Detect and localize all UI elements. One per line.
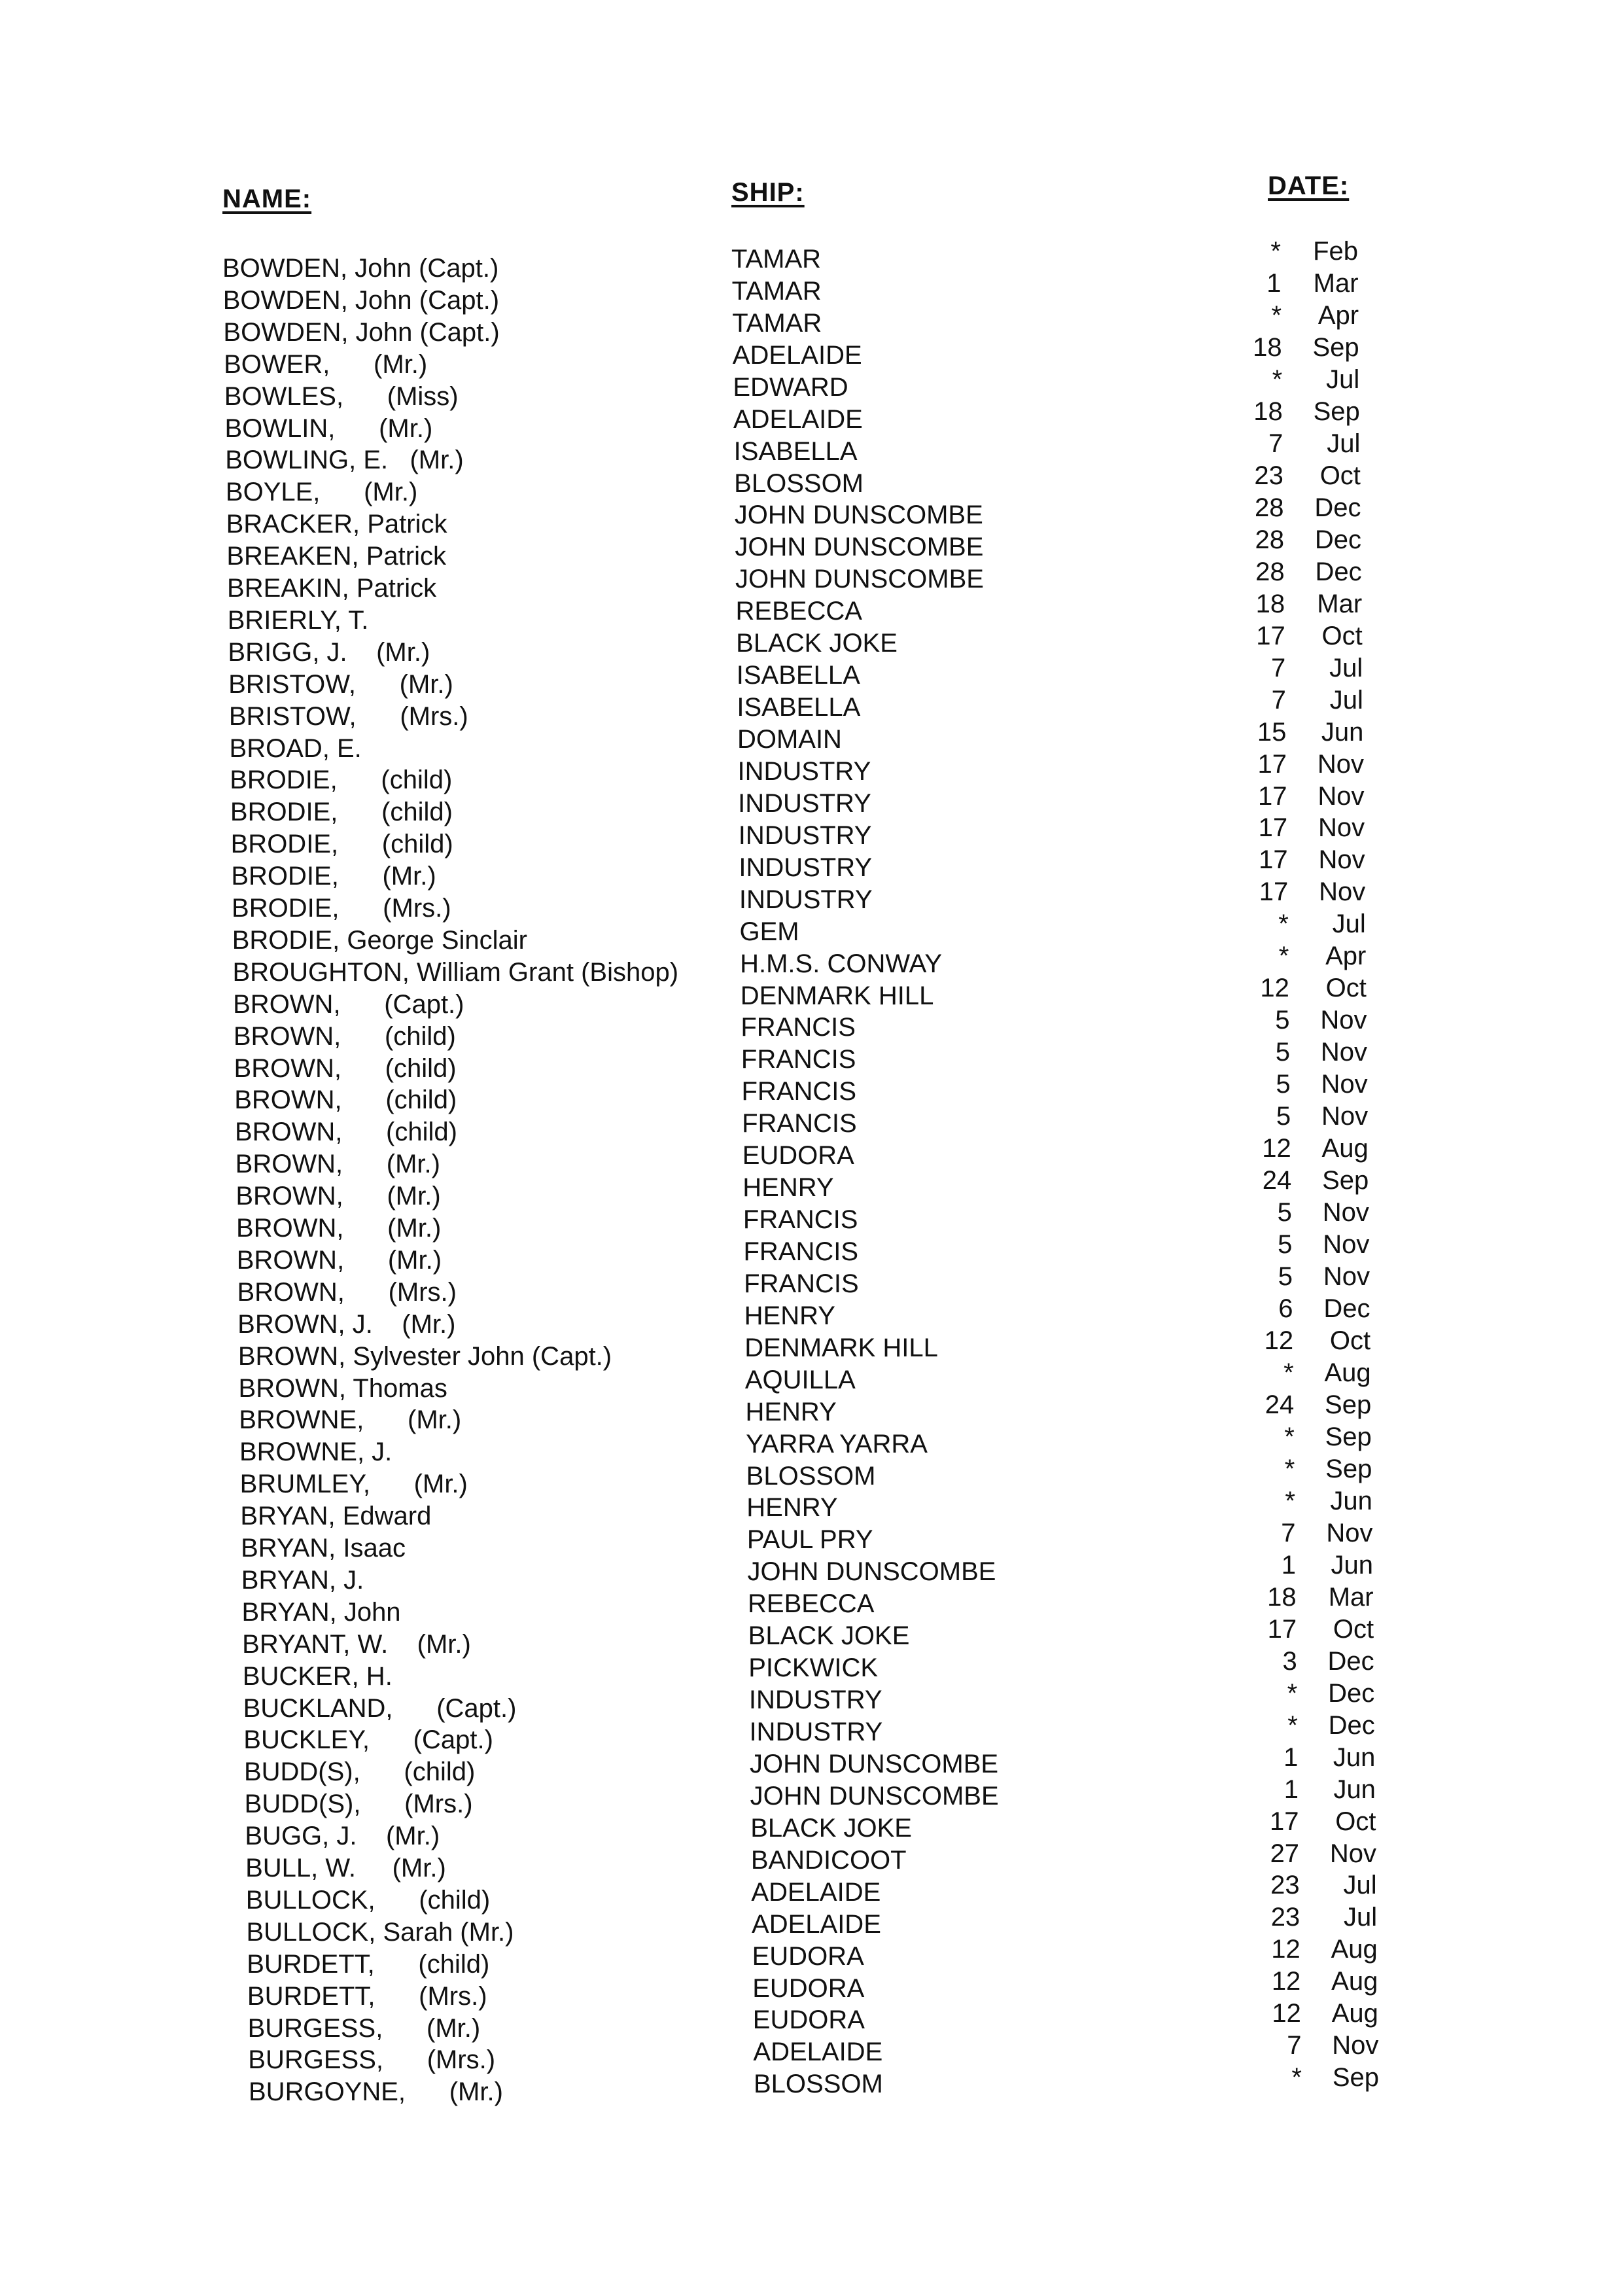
arrival-month: Oct — [1319, 461, 1361, 490]
ship-name: HENRY — [744, 1301, 835, 1330]
arrival-month: Dec — [1314, 493, 1361, 522]
arrival-day: 5 — [1276, 1102, 1291, 1131]
ship-name: ADELAIDE — [753, 2038, 883, 2067]
arrival-day: 3 — [1282, 1646, 1297, 1676]
arrival-month: Nov — [1326, 1518, 1373, 1547]
arrival-month: Apr — [1325, 942, 1367, 971]
arrival-day: * — [1284, 1422, 1295, 1451]
arrival-month: Nov — [1323, 1230, 1370, 1260]
passenger-name: BROWNE, J. — [239, 1438, 393, 1467]
passenger-name: BOWLING, E. (Mr.) — [225, 446, 464, 475]
ship-name: BLACK JOKE — [736, 629, 898, 658]
ship-name: FRANCIS — [742, 1205, 858, 1235]
passenger-name: BROWN, (child) — [234, 1118, 457, 1147]
arrival-day: 17 — [1259, 877, 1289, 907]
ship-name: EUDORA — [752, 1941, 864, 1971]
passenger-name: BULL, W. (Mr.) — [245, 1854, 446, 1882]
passenger-name: BUCKLEY, (Capt.) — [243, 1725, 493, 1755]
arrival-month: Sep — [1325, 1454, 1372, 1483]
arrival-month: Jul — [1329, 653, 1363, 682]
arrival-month: Sep — [1332, 2063, 1379, 2093]
ship-name: FRANCIS — [741, 1013, 856, 1042]
arrival-month: Dec — [1328, 1710, 1375, 1740]
name-column-header: NAME: — [222, 185, 312, 213]
ship-name: REBECCA — [735, 597, 862, 626]
arrival-day: 7 — [1287, 2031, 1302, 2060]
arrival-day: 1 — [1266, 268, 1282, 298]
arrival-day: 15 — [1257, 717, 1287, 747]
ship-name: TAMAR — [732, 308, 822, 338]
ship-name: ISABELLA — [737, 693, 861, 722]
arrival-day: 12 — [1272, 1999, 1301, 2028]
arrival-month: Nov — [1321, 1102, 1369, 1131]
ship-name: JOHN DUNSCOMBE — [747, 1557, 996, 1587]
ship-name: HENRY — [746, 1493, 838, 1523]
ship-name: FRANCIS — [741, 1045, 856, 1074]
arrival-day: 23 — [1270, 1871, 1300, 1900]
arrival-day: 17 — [1258, 781, 1287, 811]
ship-name: ADELAIDE — [751, 1877, 881, 1907]
ship-name: ISABELLA — [733, 436, 858, 466]
ship-name: INDUSTRY — [737, 756, 871, 786]
ship-name: FRANCIS — [742, 1109, 857, 1139]
arrival-day: 23 — [1270, 1903, 1300, 1932]
arrival-month: Nov — [1319, 877, 1366, 907]
arrival-day: * — [1287, 1678, 1298, 1708]
passenger-name: BRIGG, J. (Mr.) — [228, 637, 430, 667]
passenger-name: BRYANT, W. (Mr.) — [242, 1629, 471, 1659]
passenger-name: BRISTOW, (Mr.) — [228, 669, 453, 699]
ship-name: PICKWICK — [748, 1653, 879, 1683]
passenger-name: BRYAN, John — [241, 1597, 401, 1627]
arrival-month: Dec — [1323, 1294, 1370, 1324]
ship-name: EUDORA — [752, 1973, 865, 2003]
arrival-month: Nov — [1318, 813, 1365, 843]
arrival-day: 28 — [1255, 525, 1285, 554]
ship-name: INDUSTRY — [748, 1686, 882, 1715]
arrival-day: 17 — [1256, 621, 1285, 650]
arrival-day: 23 — [1254, 461, 1283, 490]
arrival-day: * — [1278, 910, 1289, 939]
arrival-month: Aug — [1331, 1935, 1378, 1964]
ship-name: BLOSSOM — [734, 468, 864, 498]
arrival-day: 12 — [1271, 1967, 1301, 1996]
arrival-day: * — [1283, 1358, 1294, 1387]
arrival-month: Dec — [1314, 525, 1362, 554]
ship-name: EUDORA — [752, 2005, 865, 2035]
arrival-month: Oct — [1325, 974, 1367, 1003]
arrival-day: * — [1272, 364, 1283, 394]
passenger-name: BULLOCK, Sarah (Mr.) — [246, 1917, 514, 1947]
arrival-month: Apr — [1318, 300, 1359, 330]
arrival-month: Sep — [1322, 1166, 1369, 1195]
arrival-day: 27 — [1270, 1839, 1300, 1868]
passenger-name: BROWN, (Capt.) — [233, 989, 464, 1019]
arrival-month: Jul — [1332, 910, 1366, 939]
passenger-name: BROWN, (child) — [233, 1021, 456, 1051]
ship-column-header: SHIP: — [731, 178, 805, 207]
ship-name: REBECCA — [748, 1589, 875, 1619]
passenger-name: BOWDEN, John (Capt.) — [222, 285, 500, 315]
arrival-day: 5 — [1275, 1038, 1291, 1067]
arrival-day: 1 — [1283, 1775, 1299, 1804]
ship-name: JOHN DUNSCOMBE — [735, 533, 984, 562]
ship-name: YARRA YARRA — [746, 1429, 928, 1458]
arrival-day: 17 — [1257, 749, 1287, 779]
passenger-name: BRODIE, (child) — [230, 830, 453, 859]
arrival-month: Oct — [1335, 1807, 1376, 1836]
passenger-name: BURGESS, (Mr.) — [247, 2013, 481, 2043]
date-column-header: DATE: — [1268, 171, 1350, 200]
passenger-name: BRODIE, (Mr.) — [231, 862, 436, 891]
arrival-day: 6 — [1278, 1294, 1293, 1324]
passenger-name: BUDD(S), (child) — [243, 1757, 476, 1787]
arrival-day: 18 — [1267, 1582, 1297, 1612]
passenger-name: BUDD(S), (Mrs.) — [244, 1790, 473, 1819]
arrival-month: Oct — [1329, 1326, 1371, 1355]
passenger-name: BROWN, (Mrs.) — [237, 1277, 457, 1307]
arrival-month: Sep — [1312, 332, 1359, 362]
ship-name: INDUSTRY — [738, 821, 872, 850]
arrival-month: Nov — [1320, 1006, 1367, 1035]
ship-name: INDUSTRY — [739, 853, 873, 882]
passenger-name: BRODIE, (child) — [230, 766, 453, 795]
ship-name: EUDORA — [742, 1141, 854, 1171]
arrival-day: 5 — [1277, 1198, 1292, 1227]
arrival-month: Dec — [1327, 1646, 1374, 1676]
arrival-day: 18 — [1253, 332, 1282, 362]
ship-name: DENMARK HILL — [740, 981, 934, 1010]
arrival-month: Nov — [1322, 1198, 1369, 1227]
arrival-month: Jun — [1333, 1775, 1376, 1804]
ship-name: TAMAR — [731, 245, 822, 274]
passenger-name: BROWN, (Mr.) — [235, 1150, 440, 1179]
ship-name: DOMAIN — [737, 725, 842, 754]
arrival-day: 17 — [1258, 813, 1288, 843]
arrival-month: Nov — [1332, 2031, 1379, 2060]
ship-name: EDWARD — [733, 372, 848, 402]
passenger-name: BRYAN, J. — [241, 1565, 364, 1595]
arrival-month: Nov — [1323, 1262, 1370, 1292]
passenger-name: BROAD, E. — [229, 733, 362, 763]
ship-name: BLOSSOM — [754, 2070, 883, 2099]
arrival-month: Jul — [1327, 429, 1361, 458]
ship-name: FRANCIS — [743, 1237, 859, 1266]
arrival-day: * — [1291, 2063, 1302, 2093]
table-row — [0, 2063, 1623, 2108]
arrival-day: * — [1271, 300, 1282, 330]
arrival-day: * — [1284, 1454, 1295, 1483]
arrival-day: 18 — [1255, 589, 1285, 618]
arrival-day: 24 — [1262, 1166, 1292, 1195]
arrival-day: 7 — [1268, 429, 1283, 458]
arrival-day: * — [1278, 942, 1289, 971]
passenger-name: BRODIE, (child) — [230, 798, 453, 827]
arrival-day: 7 — [1281, 1518, 1296, 1547]
arrival-month: Jul — [1329, 685, 1363, 715]
arrival-month: Nov — [1318, 845, 1365, 875]
ship-name: BLACK JOKE — [750, 1813, 912, 1843]
arrival-month: Jun — [1331, 1550, 1374, 1580]
arrival-month: Dec — [1328, 1678, 1375, 1708]
arrival-month: Mar — [1313, 268, 1359, 298]
arrival-month: Nov — [1318, 781, 1365, 811]
passenger-name: BOWLES, (Miss) — [224, 381, 459, 411]
arrival-day: 28 — [1255, 557, 1285, 586]
ship-name: FRANCIS — [741, 1077, 857, 1106]
passenger-name: BROWN, (child) — [234, 1053, 457, 1083]
arrival-day: 1 — [1283, 1742, 1299, 1772]
ship-name: H.M.S. CONWAY — [740, 949, 942, 978]
ship-name: INDUSTRY — [749, 1718, 883, 1747]
arrival-month: Jun — [1333, 1742, 1376, 1772]
passenger-name: BUCKER, H. — [242, 1661, 393, 1691]
passenger-name: BROWNE, (Mr.) — [239, 1405, 462, 1435]
ship-name: ADELAIDE — [752, 1909, 881, 1939]
ship-name: HENRY — [745, 1397, 837, 1426]
passenger-name: BOWDEN, John (Capt.) — [223, 317, 500, 347]
arrival-month: Jul — [1344, 1903, 1378, 1932]
arrival-month: Nov — [1320, 1038, 1368, 1067]
ship-name: BANDICOOT — [750, 1845, 907, 1875]
arrival-month: Nov — [1329, 1839, 1377, 1868]
passenger-name: BRUMLEY, (Mr.) — [239, 1470, 468, 1499]
arrival-day: * — [1287, 1710, 1298, 1740]
passenger-name: BRYAN, Edward — [240, 1502, 432, 1531]
passenger-name: BROUGHTON, William Grant (Bishop) — [232, 957, 679, 987]
arrival-day: 7 — [1271, 685, 1286, 715]
ship-name: BLOSSOM — [746, 1461, 876, 1491]
passenger-name: BROWN, Sylvester John (Capt.) — [237, 1341, 612, 1371]
arrival-day: 17 — [1270, 1807, 1299, 1836]
passenger-name: BOYLE, (Mr.) — [225, 478, 418, 507]
arrival-day: 12 — [1264, 1326, 1294, 1355]
arrival-day: 24 — [1265, 1390, 1295, 1419]
ship-name: ISABELLA — [736, 661, 860, 690]
passenger-name: BROWN, Thomas — [238, 1373, 447, 1403]
passenger-name: BROWN, (child) — [234, 1086, 457, 1115]
passenger-name: BURDETT, (child) — [247, 1949, 490, 1979]
ship-name: INDUSTRY — [739, 885, 873, 914]
arrival-day: 7 — [1271, 653, 1286, 682]
table-row — [0, 877, 1623, 924]
ship-name: TAMAR — [731, 276, 822, 306]
ship-name: FRANCIS — [744, 1269, 859, 1298]
arrival-day: * — [1285, 1486, 1295, 1515]
arrival-day: 5 — [1278, 1262, 1293, 1292]
passenger-name: BRIERLY, T. — [227, 605, 369, 635]
arrival-month: Sep — [1325, 1422, 1372, 1451]
ship-name: JOHN DUNSCOMBE — [735, 565, 984, 594]
ship-name: AQUILLA — [744, 1365, 856, 1394]
arrival-month: Aug — [1321, 1134, 1369, 1163]
arrival-month: Dec — [1315, 557, 1362, 586]
arrival-day: 1 — [1281, 1550, 1297, 1580]
arrival-month: Aug — [1331, 1967, 1378, 1996]
arrival-day: 17 — [1259, 845, 1288, 875]
arrival-month: Jul — [1326, 364, 1360, 394]
arrival-month: Mar — [1328, 1582, 1374, 1612]
arrival-day: 17 — [1267, 1614, 1297, 1644]
ship-name: DENMARK HILL — [744, 1333, 938, 1362]
ship-name: ADELAIDE — [733, 404, 863, 434]
passenger-name: BUGG, J. (Mr.) — [245, 1822, 440, 1851]
arrival-day: 18 — [1253, 397, 1283, 426]
arrival-month: Jun — [1321, 717, 1364, 747]
passenger-name: BOWLIN, (Mr.) — [224, 414, 433, 443]
ship-name: PAUL PRY — [746, 1525, 873, 1555]
ship-name: GEM — [739, 917, 799, 946]
passenger-name: BURGOYNE, (Mr.) — [249, 2077, 503, 2107]
arrival-month: Oct — [1333, 1614, 1374, 1644]
passenger-name: BUCKLAND, (Capt.) — [243, 1693, 517, 1723]
arrival-day: 12 — [1262, 1134, 1291, 1163]
arrival-month: Nov — [1321, 1070, 1368, 1099]
ship-name: BLACK JOKE — [748, 1621, 910, 1651]
ship-name: INDUSTRY — [738, 788, 871, 818]
arrival-month: Sep — [1325, 1390, 1372, 1419]
arrival-day: 5 — [1275, 1006, 1290, 1035]
passenger-name: BREAKIN, Patrick — [227, 574, 437, 603]
arrival-day: 28 — [1254, 493, 1284, 522]
arrival-month: Oct — [1321, 621, 1363, 650]
passenger-name: BURDETT, (Mrs.) — [247, 1981, 487, 2011]
arrival-day: 12 — [1271, 1935, 1300, 1964]
passenger-name: BROWN, J. (Mr.) — [237, 1309, 456, 1339]
passenger-name: BULLOCK, (child) — [245, 1885, 491, 1915]
passenger-name: BROWN, (Mr.) — [236, 1182, 441, 1211]
arrival-month: Aug — [1324, 1358, 1371, 1387]
passenger-name: BRODIE, George Sinclair — [232, 925, 528, 955]
arrival-month: Mar — [1317, 589, 1363, 618]
ship-name: JOHN DUNSCOMBE — [734, 501, 983, 530]
passenger-name: BRYAN, Isaac — [241, 1534, 406, 1563]
passenger-name: BRISTOW, (Mrs.) — [228, 701, 468, 731]
arrival-month: Feb — [1313, 237, 1358, 266]
arrival-day: * — [1270, 237, 1281, 266]
passenger-name: BRODIE, (Mrs.) — [232, 894, 451, 923]
passenger-name: BROWN, (Mr.) — [236, 1214, 442, 1243]
arrival-day: 5 — [1278, 1230, 1293, 1260]
ship-name: ADELAIDE — [732, 340, 862, 370]
arrival-day: 5 — [1276, 1070, 1291, 1099]
passenger-name: BURGESS, (Mrs.) — [248, 2045, 496, 2075]
arrival-day: 12 — [1260, 974, 1289, 1003]
passenger-name: BRACKER, Patrick — [226, 510, 447, 539]
passenger-name: BROWN, (Mr.) — [236, 1245, 442, 1275]
passenger-name: BREAKEN, Patrick — [226, 542, 446, 571]
arrival-month: Sep — [1313, 397, 1360, 426]
ship-name: JOHN DUNSCOMBE — [750, 1749, 999, 1778]
passenger-name: BOWDEN, John (Capt.) — [222, 254, 499, 283]
arrival-month: Nov — [1317, 749, 1364, 779]
ship-name: HENRY — [742, 1173, 834, 1203]
arrival-month: Jul — [1343, 1871, 1377, 1900]
ship-name: JOHN DUNSCOMBE — [750, 1781, 999, 1810]
passenger-name: BOWER, (Mr.) — [224, 349, 428, 379]
arrival-month: Jun — [1330, 1486, 1372, 1515]
arrival-month: Aug — [1331, 1999, 1378, 2028]
